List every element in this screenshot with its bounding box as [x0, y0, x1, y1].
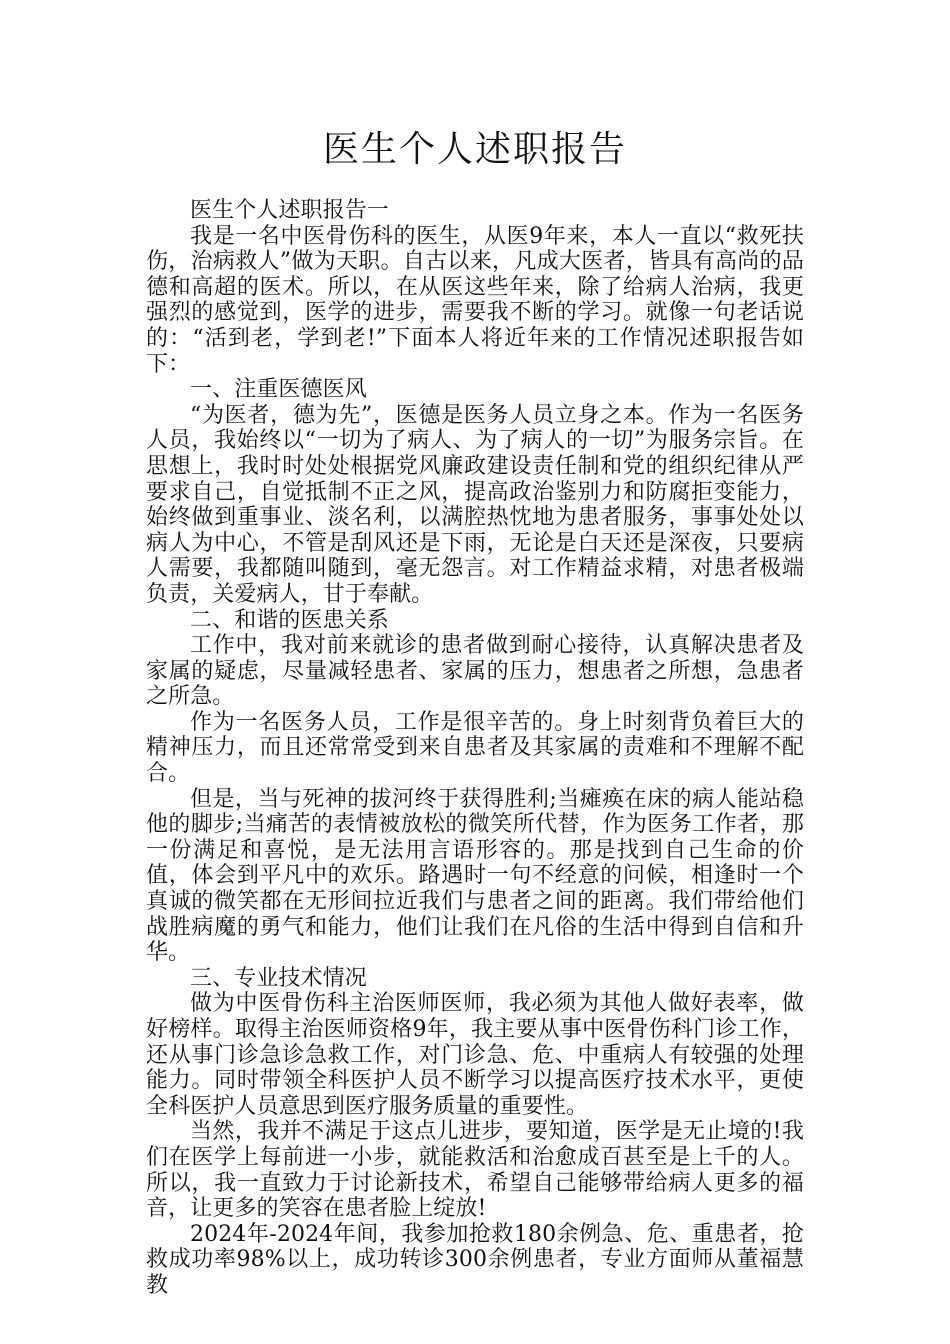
document-title: 医生个人述职报告: [322, 129, 627, 170]
document-body: [146, 198, 804, 1299]
paragraph-patient-relations-2: 作为一名医务人员，工作是很辛苦的。身上时刻背负着巨大的精神压力，而且还常常受到来自患者及其家属的责难和不理解不配合。: [146, 709, 804, 787]
paragraph-subtitle: 医生个人述职报告一: [190, 198, 389, 223]
paragraph-intro: 我是一名中医骨伤科的医生，从医9年来，本人一直以“救死扶伤，治病救人”做为天职。自古以来，凡成大医者，皆具有高尚的品德和高超的医术。所以，在从医这些年来，除了给病人治病，我更强烈的感觉到，医学的进步，需要我不断的学习。就像一句老话说的：“活到老，学到老!”下面本人将近年来的工作情况述职报告如下：: [146, 223, 804, 377]
paragraph-professional-3: 2024年-2024年间，我参加抢救180余例急、危、重患者，抢救成功率98%以上，成功转诊300余例患者，专业方面师从董福慧教: [146, 1221, 804, 1298]
paragraph-patient-relations-3: 但是，当与死神的拔河终于获得胜利;当瘫痪在床的病人能站稳他的脚步;当痛苦的表情被放松的微笑所代替，作为医务工作者，那一份满足和喜悦，是无法用言语形容的。那是找到自己生命的价值，体会到平凡中的欢乐。路遇时一句不经意的问候，相逢时一个真诚的微笑都在无形间拉近我们与患者之间的距离。我们带给他们战胜病魔的勇气和能力，他们让我们在凡俗的生活中得到自信和升华。: [146, 786, 804, 966]
section-heading-1: 一、注重医德医风: [190, 377, 367, 403]
section-heading-2: 二、和谐的医患关系: [190, 607, 389, 633]
paragraph-professional-2: 当然，我并不满足于这点儿进步，要知道，医学是无止境的!我们在医学上每前进一小步，就能救活和治愈成百甚至是上千的人。所以，我一直致力于讨论新技术，希望自己能够带给病人更多的福音，让更多的笑容在患者脸上绽放!: [146, 1119, 804, 1222]
paragraph-professional-1: 做为中医骨伤科主治医师医师，我必须为其他人做好表率，做好榜样。取得主治医师资格9年，我主要从事中医骨伤科门诊工作，还从事门诊急诊急救工作，对门诊急、危、中重病人有较强的处理能力。同时带领全科医护人员不断学习以提高医疗技术水平，更使全科医护人员意思到医疗服务质量的重要性。: [146, 991, 804, 1119]
paragraph-patient-relations-1: 工作中，我对前来就诊的患者做到耐心接待，认真解决患者及家属的疑虑，尽量减轻患者、家属的压力，想患者之所想，急患者之所急。: [146, 633, 804, 710]
section-heading-3: 三、专业技术情况: [190, 965, 367, 991]
paragraph-medical-ethics: “为医者，德为先”，医德是医务人员立身之本。作为一名医务人员，我始终以“一切为了病人、为了病人的一切”为服务宗旨。在思想上，我时时处处根据党风廉政建设责任制和党的组织纪律从严要求自己，自觉抵制不正之风，提高政治鉴别力和防腐拒变能力，始终做到重事业、淡名利，以满腔热忱地为患者服务，事事处处以病人为中心，不管是刮风还是下雨，无论是白天还是深夜，只要病人需要，我都随叫随到，毫无怨言。对工作精益求精，对患者极端负责，关爱病人，甘于奉献。: [146, 402, 804, 607]
